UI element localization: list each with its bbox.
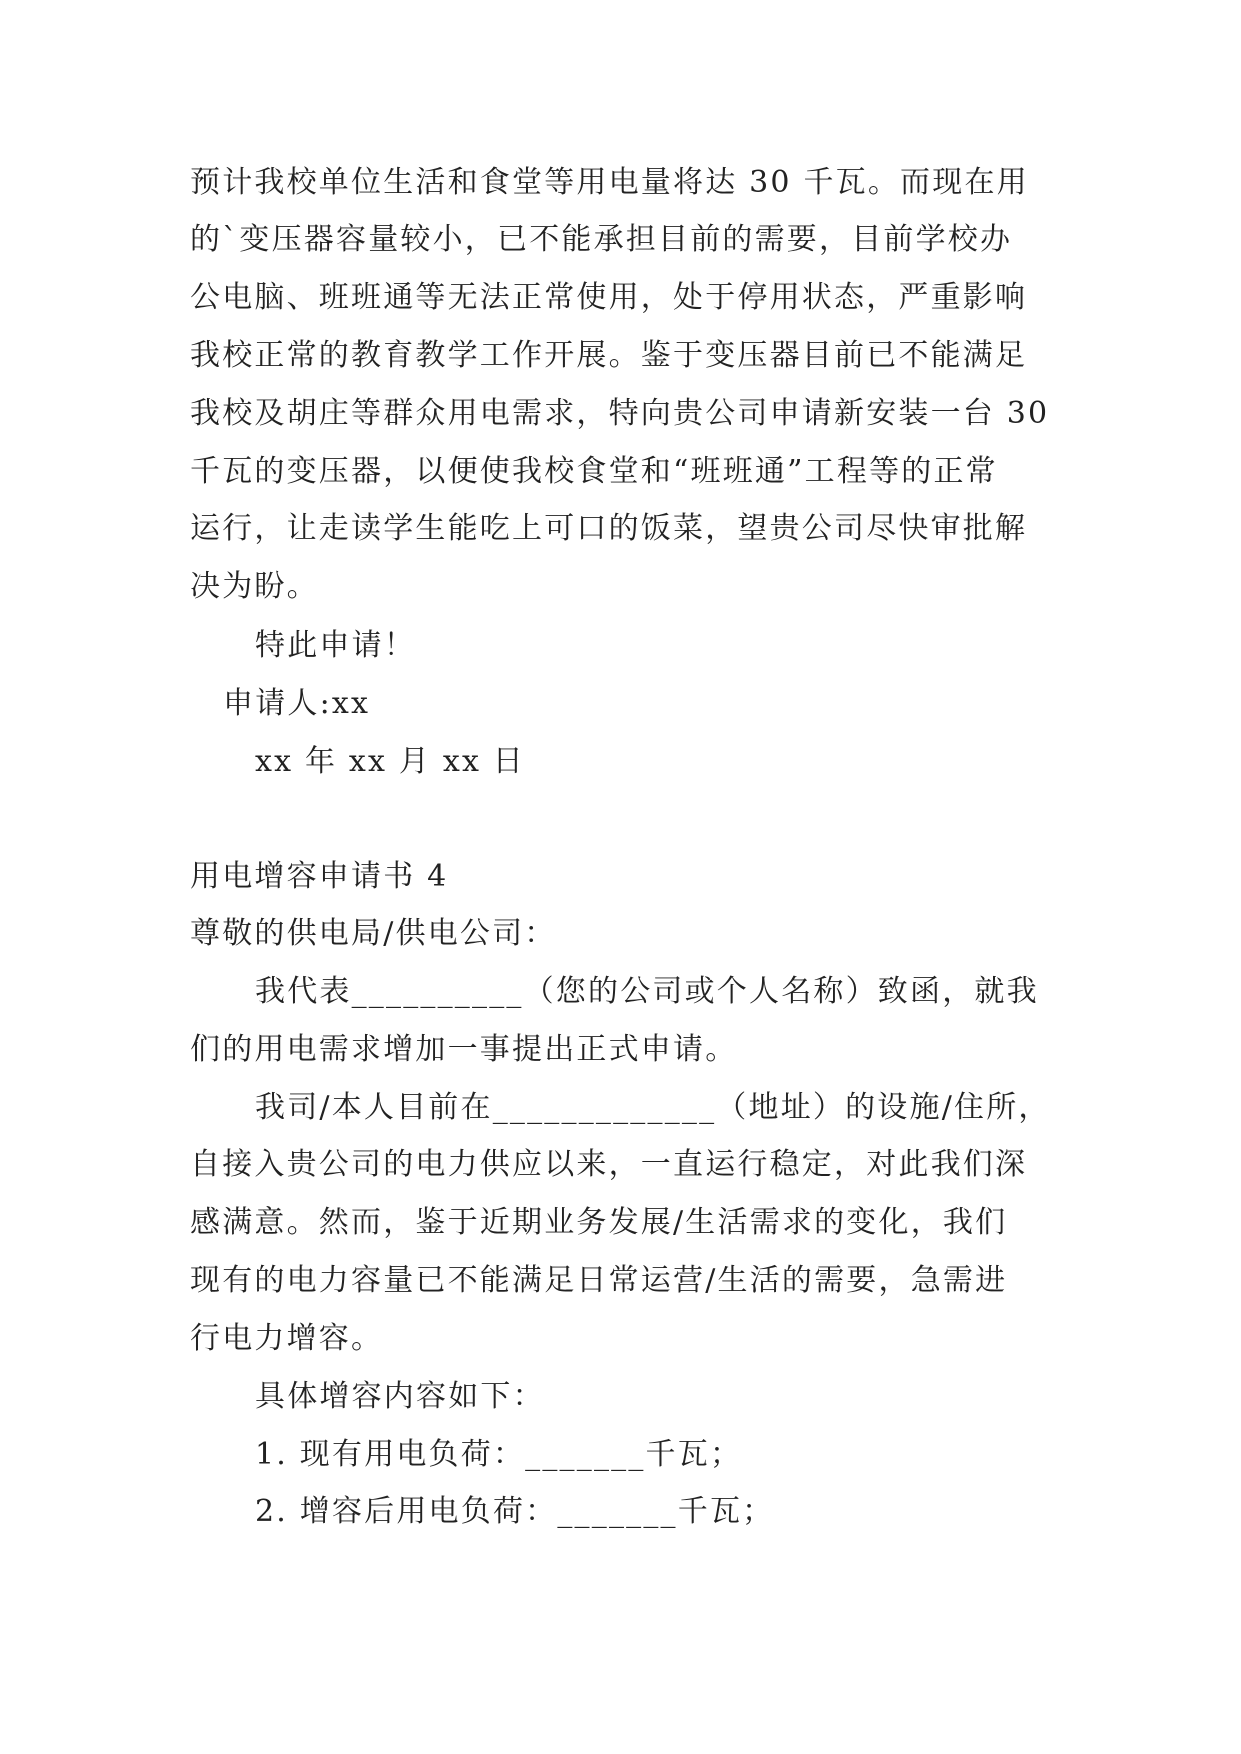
paragraph-line: 运行，让走读学生能吃上可口的饭菜，望贵公司尽快审批解 <box>190 511 1028 546</box>
list-item: 2. 增容后用电负荷：_______千瓦； <box>255 1494 775 1529</box>
paragraph-line: 决为盼。 <box>190 569 319 604</box>
list-intro: 具体增容内容如下： <box>255 1379 545 1414</box>
applicant-line: 申请人:xx <box>223 686 371 721</box>
paragraph-line: 预计我校单位生活和食堂等用电量将达 30 千瓦。而现在用 <box>190 165 1029 200</box>
list-item: 1. 现有用电负荷：_______千瓦； <box>255 1437 743 1472</box>
date-line: xx 年 xx 月 xx 日 <box>255 744 525 779</box>
paragraph-line: 行电力增容。 <box>190 1321 384 1356</box>
paragraph-line: 们的用电需求增加一事提出正式申请。 <box>190 1032 738 1067</box>
paragraph-line: 千瓦的变压器，以便使我校食堂和“班班通”工程等的正常 <box>190 454 998 489</box>
paragraph-line: 我校及胡庄等群众用电需求，特向贵公司申请新安装一台 30 <box>190 396 1050 431</box>
paragraph-line: 感满意。然而，鉴于近期业务发展/生活需求的变化，我们 <box>190 1205 1008 1240</box>
paragraph-line: 的`变压器容量较小，已不能承担目前的需要，目前学校办 <box>190 222 1013 257</box>
paragraph-line: 我司/本人目前在_____________（地址）的设施/住所， <box>255 1090 1051 1125</box>
section-title: 用电增容申请书 4 <box>190 859 449 894</box>
paragraph-line: 公电脑、班班通等无法正常使用，处于停用状态，严重影响 <box>190 280 1028 315</box>
paragraph-line: 自接入贵公司的电力供应以来，一直运行稳定，对此我们深 <box>190 1147 1028 1182</box>
paragraph-line: 现有的电力容量已不能满足日常运营/生活的需要，急需进 <box>190 1263 1008 1298</box>
salutation: 尊敬的供电局/供电公司： <box>190 916 557 951</box>
closing-text: 特此申请！ <box>255 628 416 663</box>
paragraph-line: 我校正常的教育教学工作开展。鉴于变压器目前已不能满足 <box>190 338 1028 373</box>
paragraph-line: 我代表__________（您的公司或个人名称）致函，就我 <box>255 974 1039 1009</box>
